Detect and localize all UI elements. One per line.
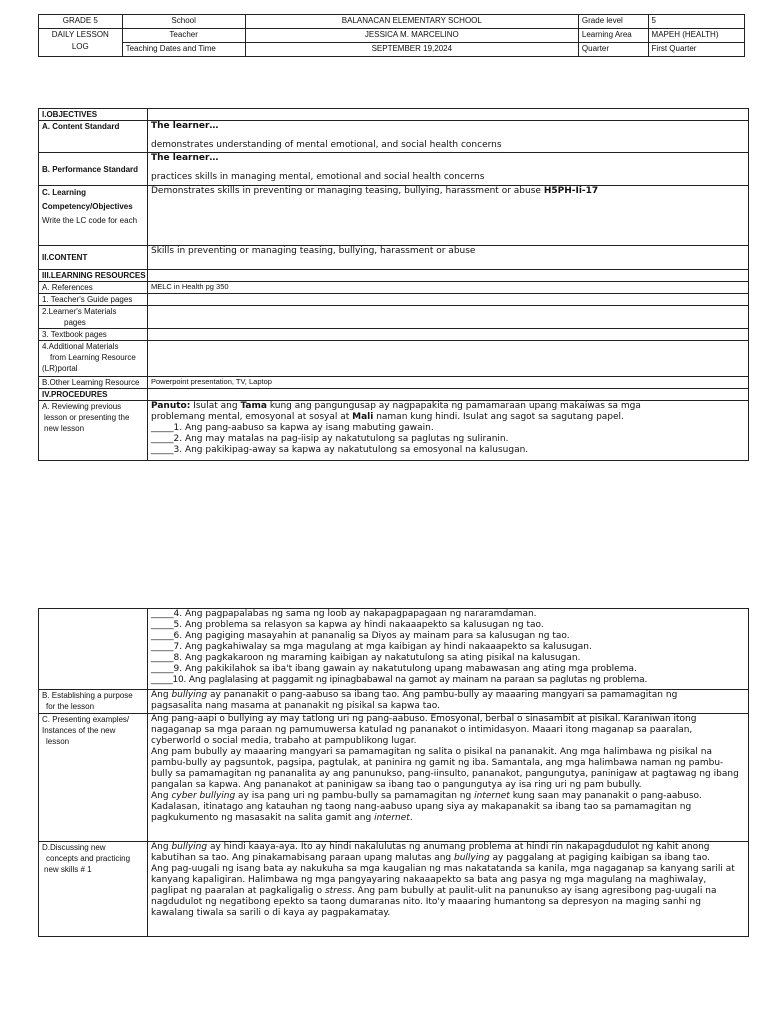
procedure-b-cell: Ang bullying ay pananakit o pang-aabuso sa ibang tao. Ang pambu-bully ay maaaring mangyari sa pamamagitan ng pagsasalita nang masama at pananakit ng pisikal sa kapwa tao. <box>148 690 749 714</box>
learning-area-label: Learning Area <box>578 29 648 43</box>
list-item: _____9. Ang pakikilahok sa iba't ibang gawain ay nakatutulong upang mabawasan ang ating mga problema. <box>151 664 637 674</box>
lesson-table-1 <box>38 108 749 461</box>
resources-heading: III.LEARNING RESOURCES <box>39 270 148 282</box>
content-label: II.CONTENT <box>39 246 148 270</box>
additional-materials-label: 4.Additional Materials from Learning Resource (LR)portal <box>39 341 148 377</box>
list-item: _____4. Ang pagpapalabas ng sama ng loob ay nakapagpapagaan ng nararamdaman. <box>151 609 537 619</box>
teacher-value: JESSICA M. MARCELINO <box>245 29 578 43</box>
grade-level-label: Grade level <box>578 15 648 29</box>
content-standard-lead: The learner… <box>151 121 219 131</box>
content-text: Skills in preventing or managing teasing, bullying, harassment or abuse <box>148 246 749 270</box>
other-resources-label: B.Other Learning Resource <box>39 377 148 389</box>
competency-code: H5PH-Ii-17 <box>543 186 599 196</box>
references-label: A. References <box>39 282 148 294</box>
procedure-c-cell: Ang pang-aapi o bullying ay may tatlong uri ng pang-aabuso. Emosyonal, berbal o sinasambit at pisikal. Karaniwan itong nagaganap sa mga paraan ng pamumuwersa katulad ng pananakot o intimidasyon. Maaari itong maganap sa paaralan, cyberworld o social media, trabaho at pampublikong lugar. Ang pam bubully ay maaaring mangyari sa pamamagitan ng salita o pisikal na pananakit. Ang mga halimbawa ng pisikal na pambu-bully ay pagsuntok, pagsipa, pagtulak, at paninira ng gamit ng iba. Samantala, ang mga halimbawa naman ng pambu-bully sa pamamagitan ng pananalita ay ang panunukso, pang-iinsulto, pananakot, pangungutya, paninigaw at pagtawag ng ibang pangalan sa kapwa. Ang pananakot at paninigaw sa ibang tao o pangungutya ay isa ring uri ng pam bubully. Ang cyber bullying ay isa pang uri ng pambu-bully sa pamamagitan ng internet kung saan may pananakit o pang-aabuso. Kadalasan, itinatago ang katauhan ng taong nang-aabuso upang siya ay makapanakit sa ibang tao sa pamamagitan ng pagkukumento ng masasakit na salita gamit ang internet. <box>148 714 749 842</box>
procedure-d-cell: Ang bullying ay hindi kaaya-aya. Ito ay hindi nakalulutas ng anumang problema at hindi rin nakapagdudulot ng kahit anong kabutihan sa tao. Ang pinakamabisang paraan upang malutas ang bullying ay paggalang at pagiging kaibigan sa ibang tao. Ang pag-uugali ng isang bata ay nakukuha sa mga kaugalian ng mas nakatatanda sa kanila, mga nagaganap sa kanyang sarili at kanyang kapaligiran. Halimbawa ng mga pangyayaring nakaaapekto sa bata ang pasya ng mga magulang na maghiwalay, paglipat ng paaralan at pagkaligalig o stress. Ang pam bubully at paulit-ulit na panunukso ay isang agresibong pag-uugali na nagdudulot ng negatibong epekto sa taong dumaranas nito. Ito'y maaaring humantong sa depresyon na maging sanhi ng kawalang tiwala sa sarili o di kaya ay pagpakamatay. <box>148 842 749 937</box>
teacher-label: Teacher <box>122 29 245 43</box>
list-item: _____3. Ang pakikipag-away sa kapwa ay nakatutulong sa emosyonal na kalusugan. <box>151 445 529 455</box>
panuto-line-2: problemang mental, emosyonal at sosyal at Mali naman kung hindi. Isulat ang sagot sa sagutang papel. <box>151 412 624 422</box>
competency-text: Demonstrates skills in preventing or managing teasing, bullying, harassment or abuse <box>151 186 541 196</box>
competency-cell <box>148 186 749 246</box>
dll-line1: DAILY LESSON <box>51 30 109 39</box>
textbook-label: 3. Textbook pages <box>39 329 148 341</box>
procedure-a-continued <box>148 609 749 690</box>
list-item: _____1. Ang pang-aabuso sa kapwa ay isang mabuting gawain. <box>151 423 434 433</box>
learning-area-value: MAPEH (HEALTH) <box>648 29 744 43</box>
teachers-guide-label: 1. Teacher's Guide pages <box>39 294 148 306</box>
references-value: MELC in Health pg 350 <box>148 282 749 294</box>
objectives-heading: I.OBJECTIVES <box>39 109 148 121</box>
procedure-d-label: D.Discussing new concepts and practicing new skills # 1 <box>39 842 148 937</box>
dll-line2: LOG <box>71 42 89 51</box>
dates-value: SEPTEMBER 19,2024 <box>245 43 578 57</box>
school-value: BALANACAN ELEMENTARY SCHOOL <box>245 15 578 29</box>
list-item: _____6. Ang pagiging masayahin at pananalig sa Diyos ay mainam para sa kalusugan ng tao. <box>151 631 570 641</box>
performance-standard-label: B. Performance Standard <box>39 153 148 186</box>
list-item: _____7. Ang pagkahiwalay sa mga magulang at mga kaibigan ay hindi nakaaapekto sa kalusugan. <box>151 642 592 652</box>
list-item: _____5. Ang problema sa relasyon sa kapwa ay hindi nakaaapekto sa kalusugan ng tao. <box>151 620 544 630</box>
panuto-line-1: Panuto: Isulat ang Tama kung ang pangungusap ay nagpapakita ng pamamaraan upang makaiwas sa mga <box>151 401 641 411</box>
procedure-a-cell <box>148 401 749 461</box>
learners-materials-label: 2.Learner's Materials pages <box>39 306 148 329</box>
list-item: _____10. Ang paglalasing at paggamit ng ipinagbabawal na gamot ay mainam na paraan sa paglutas ng problema. <box>151 675 648 685</box>
other-resources-value: Powerpoint presentation, TV, Laptop <box>148 377 749 389</box>
content-standard-text: demonstrates understanding of mental emotional, and social health concerns <box>151 140 502 150</box>
dates-label: Teaching Dates and Time <box>122 43 245 57</box>
quarter-value: First Quarter <box>648 43 744 57</box>
procedure-a-label: A. Reviewing previous lesson or presenting the new lesson <box>39 401 148 461</box>
school-label: School <box>122 15 245 29</box>
performance-standard-text: practices skills in managing mental, emotional and social health concerns <box>151 172 485 182</box>
dll-cell <box>39 29 123 57</box>
procedure-b-label: B. Establishing a purpose for the lesson <box>39 690 148 714</box>
lesson-table-2 <box>38 608 749 937</box>
list-item: _____8. Ang pagkakaroon ng maraming kaibigan ay nakatutulong sa ating pisikal na kalusugan. <box>151 653 581 663</box>
performance-standard-lead: The learner… <box>151 153 219 163</box>
performance-standard-cell <box>148 153 749 186</box>
procedure-c-label: C. Presenting examples/ Instances of the new lesson <box>39 714 148 842</box>
list-item: _____2. Ang may matalas na pag-iisip ay nakatutulong sa paglutas ng suliranin. <box>151 434 509 444</box>
procedures-heading: IV.PROCEDURES <box>39 389 148 401</box>
grade-level-value: 5 <box>648 15 744 29</box>
content-standard-label: A. Content Standard <box>39 121 148 153</box>
content-standard-cell <box>148 121 749 153</box>
header-table <box>38 14 745 57</box>
quarter-label: Quarter <box>578 43 648 57</box>
grade-cell: GRADE 5 <box>39 15 123 29</box>
competency-label: C. Learning Competency/Objectives Write the LC code for each <box>39 186 148 246</box>
